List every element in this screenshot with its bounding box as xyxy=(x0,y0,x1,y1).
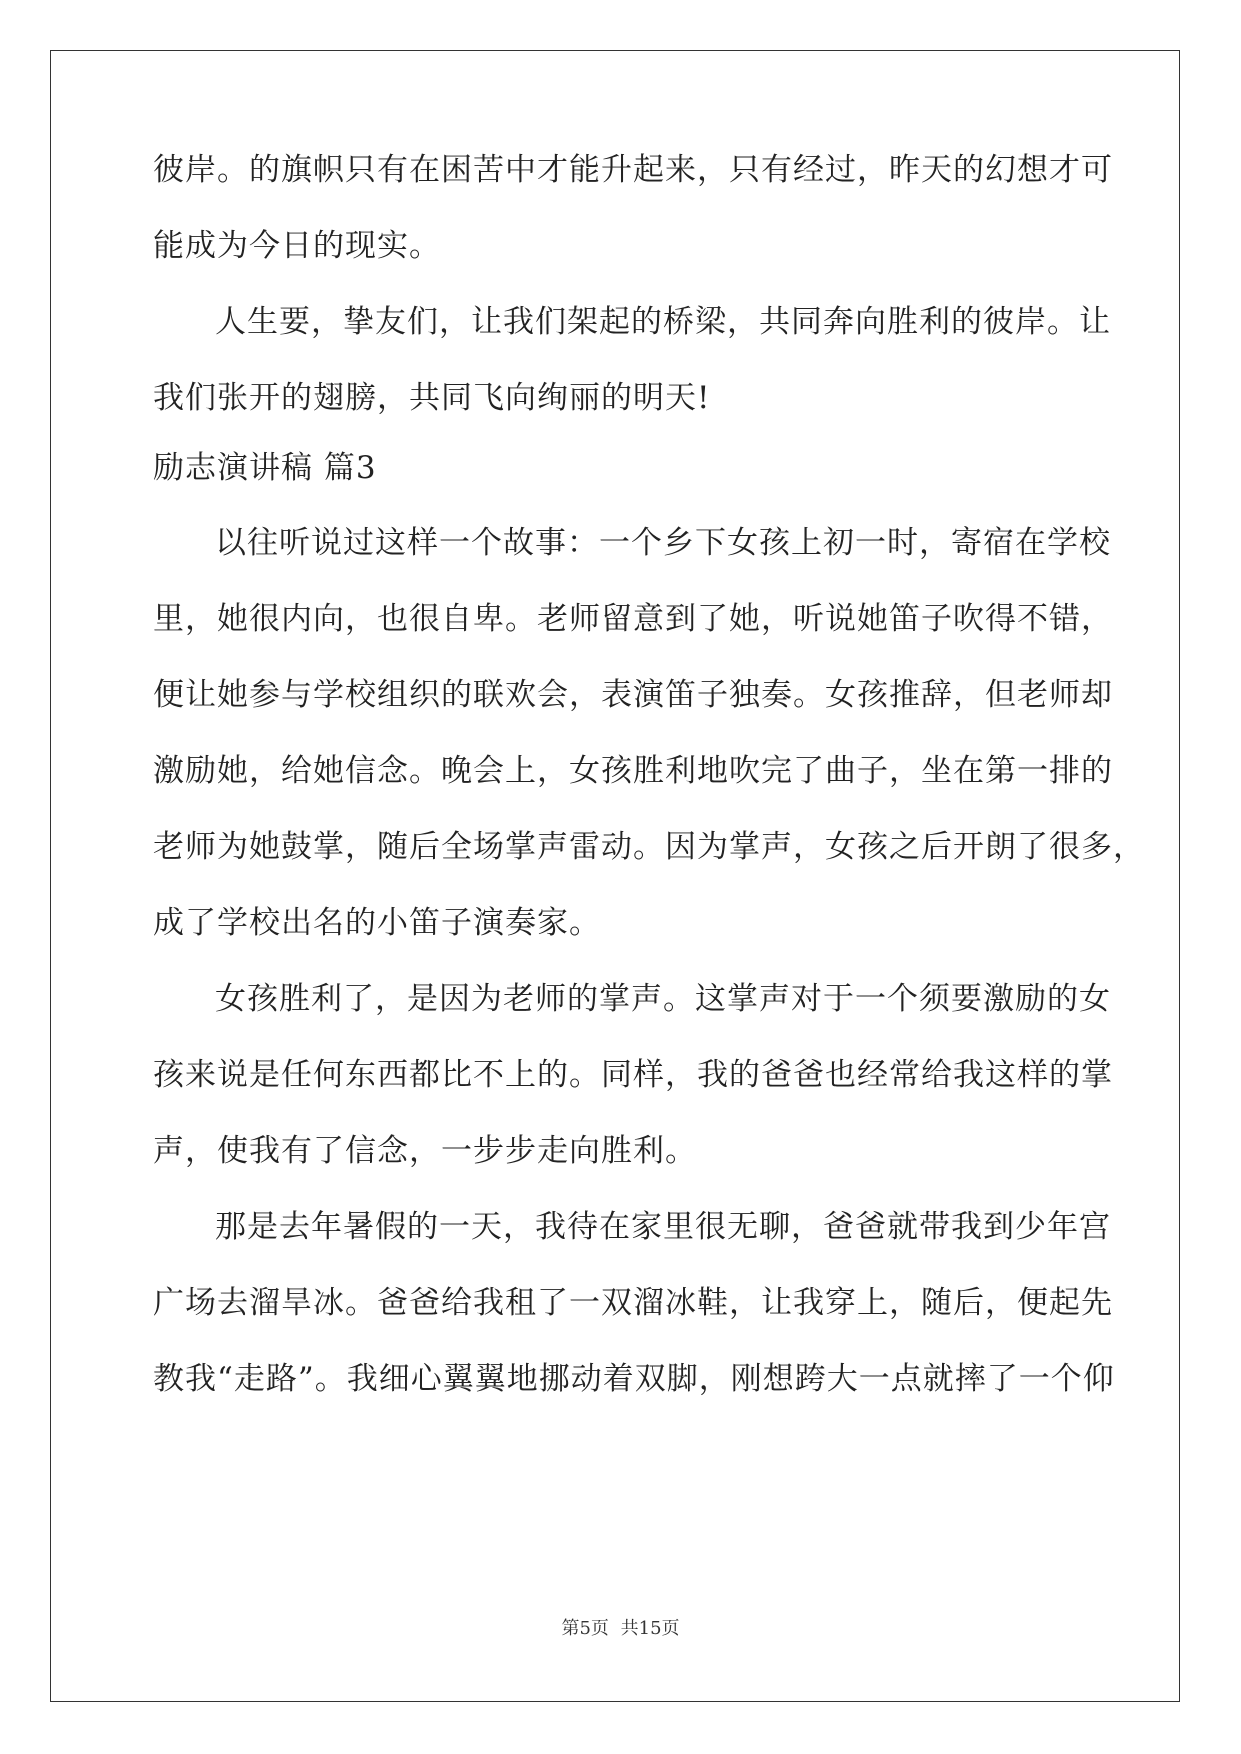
text-line: 激励她，给她信念。晚会上，女孩胜利地吹完了曲子，坐在第一排的 xyxy=(153,753,1113,789)
text-line: 便让她参与学校组织的联欢会，表演笛子独奏。女孩推辞，但老师却 xyxy=(153,677,1113,713)
text-line: 广场去溜旱冰。爸爸给我租了一双溜冰鞋，让我穿上，随后，便起先 xyxy=(153,1285,1113,1321)
page-border xyxy=(50,50,1180,1702)
paragraph-start-line: 以往听说过这样一个故事：一个乡下女孩上初一时，寄宿在学校 xyxy=(215,525,1111,561)
text-line: 老师为她鼓掌，随后全场掌声雷动。因为掌声，女孩之后开朗了很多， xyxy=(153,829,1145,865)
page-footer xyxy=(0,1617,1241,1641)
text-line: 孩来说是任何东西都比不上的。同样，我的爸爸也经常给我这样的掌 xyxy=(153,1057,1113,1093)
text-line: 彼岸。的旗帜只有在困苦中才能升起来，只有经过，昨天的幻想才可 xyxy=(153,152,1113,188)
paragraph-start-line: 人生要，挚友们，让我们架起的桥梁，共同奔向胜利的彼岸。让 xyxy=(215,304,1111,340)
paragraph-start-line: 那是去年暑假的一天，我待在家里很无聊，爸爸就带我到少年宫 xyxy=(215,1209,1111,1245)
text-line: 声，使我有了信念，一步步走向胜利。 xyxy=(153,1133,697,1169)
text-line: 能成为今日的现实。 xyxy=(153,228,441,264)
paragraph-start-line: 女孩胜利了，是因为老师的掌声。这掌声对于一个须要激励的女 xyxy=(215,981,1111,1017)
text-line: 成了学校出名的小笛子演奏家。 xyxy=(153,905,601,941)
page-number: 第5页 xyxy=(561,1618,609,1639)
text-line: 里，她很内向，也很自卑。老师留意到了她，听说她笛子吹得不错， xyxy=(153,601,1113,637)
section-heading: 励志演讲稿 篇3 xyxy=(153,450,377,486)
total-pages: 共15页 xyxy=(620,1618,680,1639)
text-line: 我们张开的翅膀，共同飞向绚丽的明天! xyxy=(153,380,711,416)
text-line: 教我“走路”。我细心翼翼地挪动着双脚，刚想跨大一点就摔了一个仰 xyxy=(153,1361,1115,1397)
